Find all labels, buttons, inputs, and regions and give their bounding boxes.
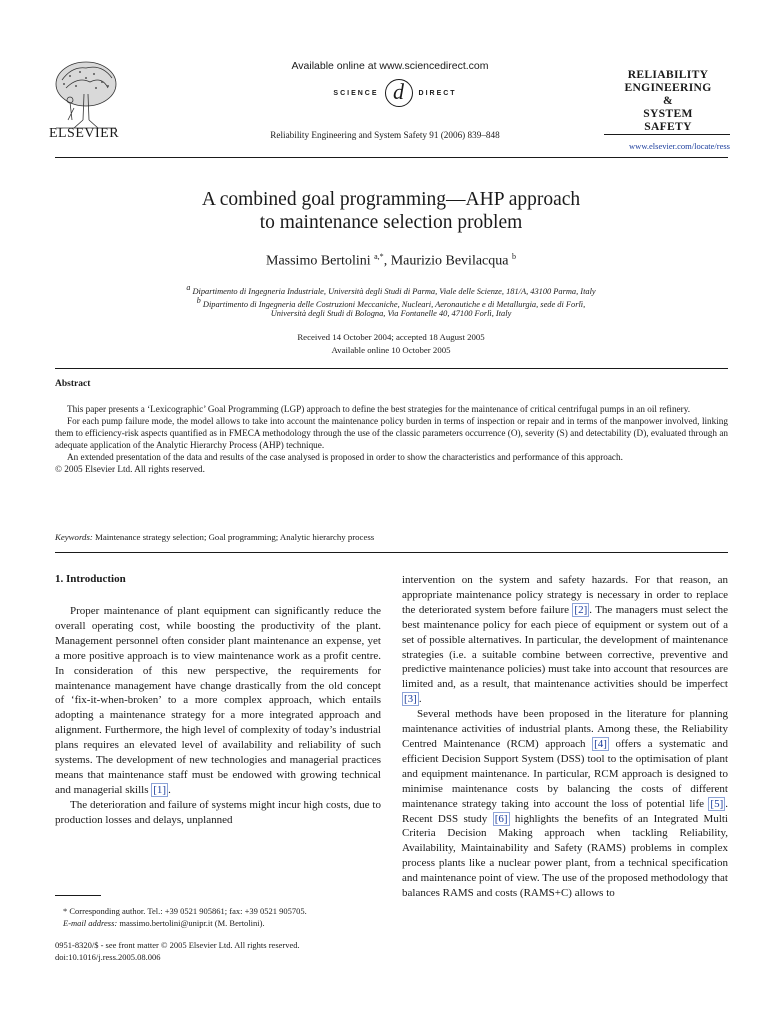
abstract-body (55, 403, 728, 476)
author-separator: , (383, 253, 391, 269)
sd-symbol-icon: d (385, 79, 413, 107)
paper-title (60, 188, 722, 234)
citation-link[interactable]: [5] (710, 797, 724, 810)
sd-left-word: SCIENCE (333, 89, 379, 97)
title-line: A combined goal programming—AHP approach (201, 189, 581, 210)
sd-right-word: DIRECT (418, 89, 457, 97)
front-matter (55, 939, 381, 963)
body-paragraph: Several methods have been proposed in the literature for planning maintenance activities of industrial plants. Among these, the Reliability Centred Maintenance (RCM) approach [4] offers a systematic and efficient Decision Support System (DSS) tool to the optimisation of plant and equipment maintenance. In particular, RCM approach is designed to minimise maintenance costs by balancing the costs of different maintenance strategy taking into account the loss of potential life [5] . Recent DSS study [6] highlights the benefits of an Integrated Multi Criteria Decision Making approach when tackling Reliability, Availability, Maintainability and Safety (RAMS) problems in complex process plants like a nuclear power plant, from a technical specification and maintenance point of view. The use of the proposed methodology that balances RAMS and costs (RAMS+C) allows to (402, 708, 729, 900)
abstract-bottom-divider (55, 552, 728, 553)
author-name: Maurizio Bevilacqua (390, 253, 509, 269)
section-heading: 1. Introduction (55, 573, 126, 585)
affiliation-b-continued: Università degli Studi di Bologna, Via Fontanelle 40, 47100 Forlì, Italy (270, 309, 512, 318)
email-note (55, 917, 381, 929)
affiliation-b: $^b$ Dipartimento di Ingegneria delle Costruzioni Meccaniche, Nucleari, Aeronautiche e di Metallurgia, sede di Forlì, (196, 296, 586, 309)
abstract-paragraph: For each pump failure mode, the model allows to take into account the maintenance policy burden in terms of inspection or repair and in terms of the manpower involved, linking them to efficiency-risk aspects quantified as in FMECA methodology through the use of the classic parameters occurrence (O), severity (S) and detectability (D), evaluated through an adequate application of the Analytic Hierarchy Process (AHP) technique. (55, 416, 728, 451)
author-affiliation-mark[interactable]: a,* (374, 252, 384, 261)
affiliation-a: $^a$ Dipartimento di Ingegneria Industriale, Università degli Studi di Parma, Viale delle Scienze, 181/A, 43100 Parma, Italy (186, 283, 596, 296)
journal-url-link[interactable]: www.elsevier.com/locate/ress (629, 141, 730, 151)
online-date: Available online 10 October 2005 (331, 345, 451, 355)
citation-link[interactable]: [3] (404, 693, 417, 706)
abstract-paragraph: An extended presentation of the data and results of the case analysed is proposed in order to show the characteristics and performance of this approach. (67, 452, 623, 463)
header-divider (55, 157, 728, 158)
issn-line: 0951-8320/$ - see front matter © 2005 Elsevier Ltd. All rights reserved. (55, 940, 300, 950)
keywords (55, 532, 374, 542)
citation-link[interactable]: [1] (153, 783, 167, 796)
citation-link[interactable]: [6] (494, 812, 508, 825)
abstract-top-divider (55, 368, 728, 369)
brand-line: SYSTEM (643, 107, 693, 120)
elsevier-tree-logo (50, 58, 122, 130)
body-paragraph: intervention on the system and safety hazards. For that reason, an appropriate maintenance policy strategy is necessary in order to replace the deteriorated system before failure [2] . The managers must select the best maintenance policy for each piece of equipment or system out of a set of possible alternatives. In particular, the development of maintenance strategies (i.e. a suitable combine between corrective, preventive and predictive maintenance policies) must take into account that resources are limited and, as a result, that maintenance activities should be imperfect [3] . (402, 574, 728, 706)
corresponding-author-note: * Corresponding author. Tel.: +39 0521 905861; fax: +39 0521 905705. (63, 906, 307, 916)
keywords-label: Keywords: (55, 532, 93, 542)
citation-link[interactable]: [4] (594, 737, 607, 750)
abstract-heading: Abstract (55, 379, 91, 389)
citation-link[interactable]: [2] (574, 603, 588, 616)
footnote (55, 905, 381, 929)
received-date: Received 14 October 2004; accepted 18 August 2005 (297, 332, 485, 342)
brand-divider (604, 134, 730, 135)
body-paragraph: The deterioration and failure of systems might incur high costs, due to production losses and delays, unplanned (55, 798, 381, 826)
brand-line: SAFETY (644, 120, 692, 133)
doi-line[interactable]: doi:10.1016/j.ress.2005.08.006 (55, 952, 161, 962)
author-list (60, 252, 722, 270)
journal-brand (606, 68, 730, 133)
author-name: Massimo Bertolini (266, 253, 371, 269)
journal-reference: Reliability Engineering and System Safety 91 (2006) 839–848 (270, 130, 500, 140)
brand-line: ENGINEERING (624, 81, 712, 94)
copyright-notice: © 2005 Elsevier Ltd. All rights reserved. (55, 464, 205, 475)
body-paragraph: Proper maintenance of plant equipment can significantly reduce the overall operating cost, while boosting the productivity of the plant. Management personnel often consider plant maintenance an expense, yet a more positive approach is to view maintenance work as a profit centre. In consideration of this new perspective, the requirements for maintenance management have change drastically from the old concept of ‘fix-it-when-broken’ to a more complex approach, which entails adopting a maintenance strategy for a more integrated approach and alignment. Furthermore, the high level of complexity of today’s industrial plans requires an elevated level of availability and reliability of such systems. The development of new technologies and managerial practices means that maintenance staff must be endowed with growing technical and managerial skills [1] . (55, 605, 381, 796)
brand-line: & (663, 94, 673, 107)
right-column (402, 573, 728, 901)
author-affiliation-mark[interactable]: b (511, 252, 516, 261)
email-label: E-mail address: (63, 918, 118, 928)
left-column (55, 604, 381, 828)
footnote-divider (55, 895, 101, 896)
brand-line: RELIABILITY (627, 68, 709, 81)
title-line: to maintenance selection problem (259, 212, 523, 233)
sciencedirect-logo (270, 78, 520, 108)
publisher-name: ELSEVIER (48, 126, 120, 141)
email-address[interactable]: massimo.bertolini@unipr.it (M. Bertolini). (119, 918, 265, 928)
keywords-text: Maintenance strategy selection; Goal programming; Analytic hierarchy process (95, 532, 375, 542)
available-online-text: Available online at www.sciencedirect.com (291, 60, 489, 72)
abstract-paragraph: This paper presents a ‘Lexicographic’ Goal Programming (LGP) approach to define the best strategies for the maintenance of critical centrifugal pumps in an oil refinery. (67, 404, 690, 414)
